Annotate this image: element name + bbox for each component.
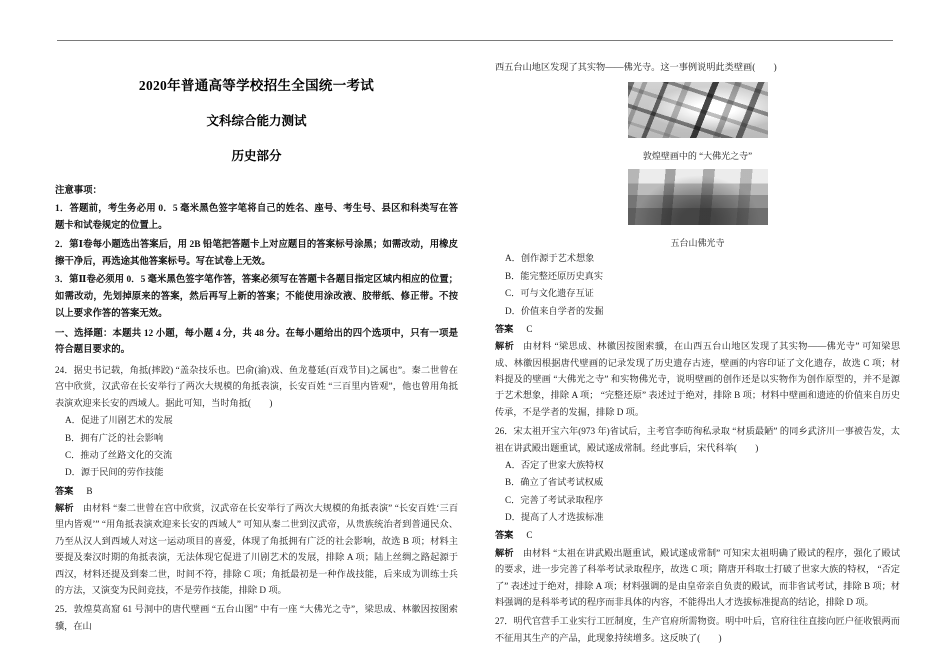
right-column xyxy=(470,56,950,646)
question-26-explanation xyxy=(495,545,900,611)
question-25-explanation-text: 由材料 “梁思成、林徽因按图索骥，在山西五台山地区发现了其实物——佛光寺” 可知梁思成、林徽因根据唐代壁画的记录发现了历史遗存古迹，壁画的内容印证了文化遗存，故选 C 项；材料提及的壁画 “大佛光之寺” 和实物佛光寺，说明壁画的创作还是以实物作为创作原型的，并不是源于艺术想象，排除 A 项； “完整还原” 表述过于绝对，排除 B 项；材料中壁画和遗迹的价值来自历史传承，不是学者的发掘，排除 D 项。 xyxy=(495,341,901,417)
question-24-option-c[interactable]: C．推动了丝路文化的交流 xyxy=(65,449,173,460)
question-26-stem: 26．宋太祖开宝六年(973 年)省试后，主考官李昉徇私录取 “材质最陋” 的同乡武济川一事被告发，太祖在讲武殿出题重试，殿试遂成常制。经此事后，宋代科举( ) xyxy=(495,426,900,453)
question-24-answer-value: B xyxy=(86,485,93,496)
wutaishan-temple-image xyxy=(628,169,768,225)
dunhuang-mural-caption: 敦煌壁画中的 “大佛光之寺” xyxy=(642,151,753,162)
section-heading-multiple-choice: 一、选择题：本题共 12 小题，每小题 4 分，共 48 分。在每小题给出的四个选项中，只有一项是符合题目要求的。 xyxy=(55,328,458,356)
question-26-answer-value: C xyxy=(526,530,533,541)
question-26-option-d[interactable]: D．提高了人才选拔标准 xyxy=(505,512,604,522)
notice-item: 2．第Ⅰ卷每小题选出答案后，用 2B 铅笔把答题卡上对应题目的答案标号涂黑；如需改动，用橡皮擦干净后，再选途其他答案标号。写在试卷上无效。 xyxy=(55,239,458,267)
page-subtitle: 文科综合能力测试 xyxy=(206,114,307,128)
question-26-option-b[interactable]: B．确立了省试考试权威 xyxy=(505,477,604,488)
answer-label: 答案 xyxy=(495,530,514,541)
question-24-option-b[interactable]: B．拥有广泛的社会影响 xyxy=(65,432,164,443)
question-25-explanation xyxy=(495,338,900,420)
question-25-stem-part1: 25．敦煌莫高窟 61 号洞中的唐代壁画 “五台山图” 中有一座 “大佛光之寺”，梁思成、林徽因按图索骥，在山 xyxy=(55,604,458,631)
page-subject: 历史部分 xyxy=(231,149,282,163)
explanation-label: 解析 xyxy=(495,547,514,558)
figure-wutaishan-temple xyxy=(495,169,900,249)
question-25-option-c[interactable]: C．可与文化遗存互证 xyxy=(505,288,594,299)
left-column xyxy=(0,56,470,634)
wutaishan-temple-caption: 五台山佛光寺 xyxy=(670,238,725,249)
notices-heading: 注意事项： xyxy=(55,186,102,196)
header-divider xyxy=(57,40,893,41)
question-25-option-d[interactable]: D．价值来自学者的发掘 xyxy=(505,305,604,316)
explanation-label: 解析 xyxy=(495,341,515,352)
answer-label: 答案 xyxy=(495,323,514,334)
question-24-option-d[interactable]: D．源于民间的劳作技能 xyxy=(65,467,164,478)
question-24-explanation xyxy=(55,500,458,598)
figure-dunhuang-mural xyxy=(495,82,900,162)
question-25-answer-value: C xyxy=(526,323,533,334)
dunhuang-mural-image xyxy=(628,82,768,138)
question-26-explanation-text: 由材料 “太祖在讲武殿出题重试，殿试遂成常制” 可知宋太祖明确了殿试的程序，强化了殿试的要求，进一步完善了科举考试录取程序，故选 C 项；隋唐开科取士打破了世家大族的特权， “否定了” 表述过于绝对，排除 A 项；材料强调的是由皇帝亲自负责的殿试，而非省试考试，排除 B 项；材料强调的是科举考试的程序而非具体的内容，不能得出人才选拔标准提高的结论，排除 D 项。 xyxy=(495,547,901,607)
notice-item: 1．答题前，考生务必用 0．5 毫米黑色签字笔将自己的姓名、座号、考生号、县区和科类写在答题卡和试卷规定的位置上。 xyxy=(55,204,458,232)
question-24-option-a[interactable]: A．促进了川剧艺术的发展 xyxy=(65,415,173,426)
question-25-stem-part2: 西五台山地区发现了其实物——佛光寺。这一事例说明此类壁画( ) xyxy=(495,62,777,72)
two-column-layout xyxy=(0,56,950,646)
explanation-label: 解析 xyxy=(55,503,74,514)
answer-label: 答案 xyxy=(55,485,74,496)
question-25-answer-row xyxy=(495,321,900,337)
question-24-stem: 24．据史书记载，角抵(摔跤) “盖杂技乐也。巴俞(渝)戏、鱼龙蔓延(百戏节目)之属也”。秦二世曾在宫中欣赏，汉武帝在长安举行了两次大规模的角抵表演，长安百姓 “三百里内皆观”，他也曾用角抵表演欢迎来长安的西域人。据此可知，当时角抵( ) xyxy=(55,365,458,408)
question-25-option-a[interactable]: A．创作源于艺术想象 xyxy=(505,253,595,264)
question-26-option-c[interactable]: C．完善了考试录取程序 xyxy=(505,494,604,505)
question-25-option-b[interactable]: B．能完整还原历史真实 xyxy=(505,270,604,281)
question-26-answer-row xyxy=(495,527,900,543)
page-title: 2020年普通高等学校招生全国统一考试 xyxy=(138,78,375,93)
question-24-explanation-text: 由材料 “秦二世曾在宫中欣赏，汉武帝在长安举行了两次大规模的角抵表演” “长安百姓‘三百里内皆观’” “用角抵表演欢迎来长安的西域人” 可知从秦二世到汉武帝，从贵族统治者到普通民众、乃至从汉人到西域人对这一运动项目的喜爱，体现了角抵拥有广泛的社会影响，故选 B 项；材料主要提及秦汉时期的角抵表演，无法体现它促进了川剧艺术的发展，排除 A 项；陆上丝绸之路起源于西汉，材料还提及到秦二世，时间不符，排除 C 项；角抵最初是一种作战技能，后来成为训练士兵的方法，又演变为民间竞技，不是劳作技能，排除 D 项。 xyxy=(55,503,459,595)
notice-item: 3．第Ⅱ卷必须用 0．5 毫米黑色签字笔作答，答案必须写在答题卡各题目指定区域内相应的位置；如需改动，先划掉原来的答案，然后再写上新的答案；不能使用涂改液、胶带纸、修正带。不按以上要求作答的答案无效。 xyxy=(55,275,458,319)
question-26-option-a[interactable]: A．否定了世家大族特权 xyxy=(505,459,604,470)
question-27-stem: 27．明代官营手工业实行工匠制度，生产官府所需物资。明中叶后，官府往往直接向匠户征收银两而不征用其生产的产品，此现象持续增多。这反映了( ) xyxy=(495,616,900,643)
question-24-answer-row xyxy=(55,483,458,499)
